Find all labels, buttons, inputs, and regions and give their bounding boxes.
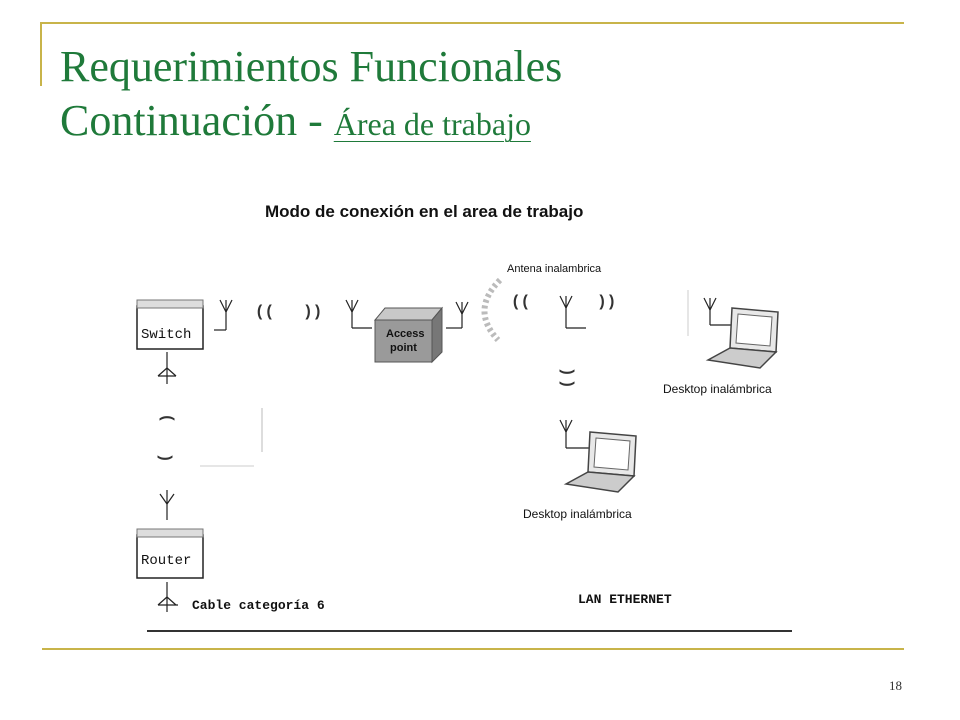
signal-right-1: )) (303, 303, 323, 321)
diagram-heading: Modo de conexión en el area de trabajo (265, 202, 584, 221)
antenna-icon (560, 296, 586, 328)
title-line-1: Requerimientos Funcionales (60, 42, 563, 91)
access-point-node (375, 308, 442, 362)
antenna-icon (160, 490, 174, 520)
router-node (137, 529, 203, 578)
signal-down-2: ) (558, 379, 576, 389)
switch-node (137, 300, 203, 349)
router-box-top (137, 529, 203, 537)
title-line-2-prefix: Continuación - (60, 96, 334, 145)
desktop-label-bottom: Desktop inalámbrica (523, 507, 632, 521)
ap-top-face (375, 308, 442, 320)
signal-down-3: ) (156, 453, 174, 463)
desktop-label-top: Desktop inalámbrica (663, 382, 772, 396)
antenna-icon (214, 300, 232, 330)
antenna-icon (446, 302, 468, 328)
signal-left-2: (( (511, 293, 531, 311)
lan-label: LAN ETHERNET (578, 592, 672, 607)
antenna-icon (158, 582, 178, 612)
antenna-icon (346, 300, 372, 328)
ap-front-face (375, 320, 432, 362)
antenna-icon (560, 420, 592, 448)
page-number: 18 (889, 678, 902, 693)
title-link[interactable]: Área de trabajo (333, 106, 531, 142)
router-label: Router (141, 553, 192, 569)
signal-arc (484, 280, 500, 340)
signal-right-2: )) (597, 293, 617, 311)
laptop-icon (708, 308, 778, 368)
signal-left-1: (( (255, 303, 275, 321)
antenna-icon (704, 298, 735, 325)
antenna-label: Antena inalambrica (507, 263, 602, 275)
switch-box-top (137, 300, 203, 308)
signal-up-1: ) (158, 413, 176, 423)
laptop-icon (566, 432, 636, 492)
signal-down-1: ) (558, 367, 576, 377)
ap-label-1: Access (386, 328, 425, 340)
antenna-icon (158, 352, 176, 384)
switch-label: Switch (141, 327, 192, 343)
cable-label: Cable categoría 6 (192, 598, 325, 613)
ap-label-2: point (390, 342, 417, 354)
